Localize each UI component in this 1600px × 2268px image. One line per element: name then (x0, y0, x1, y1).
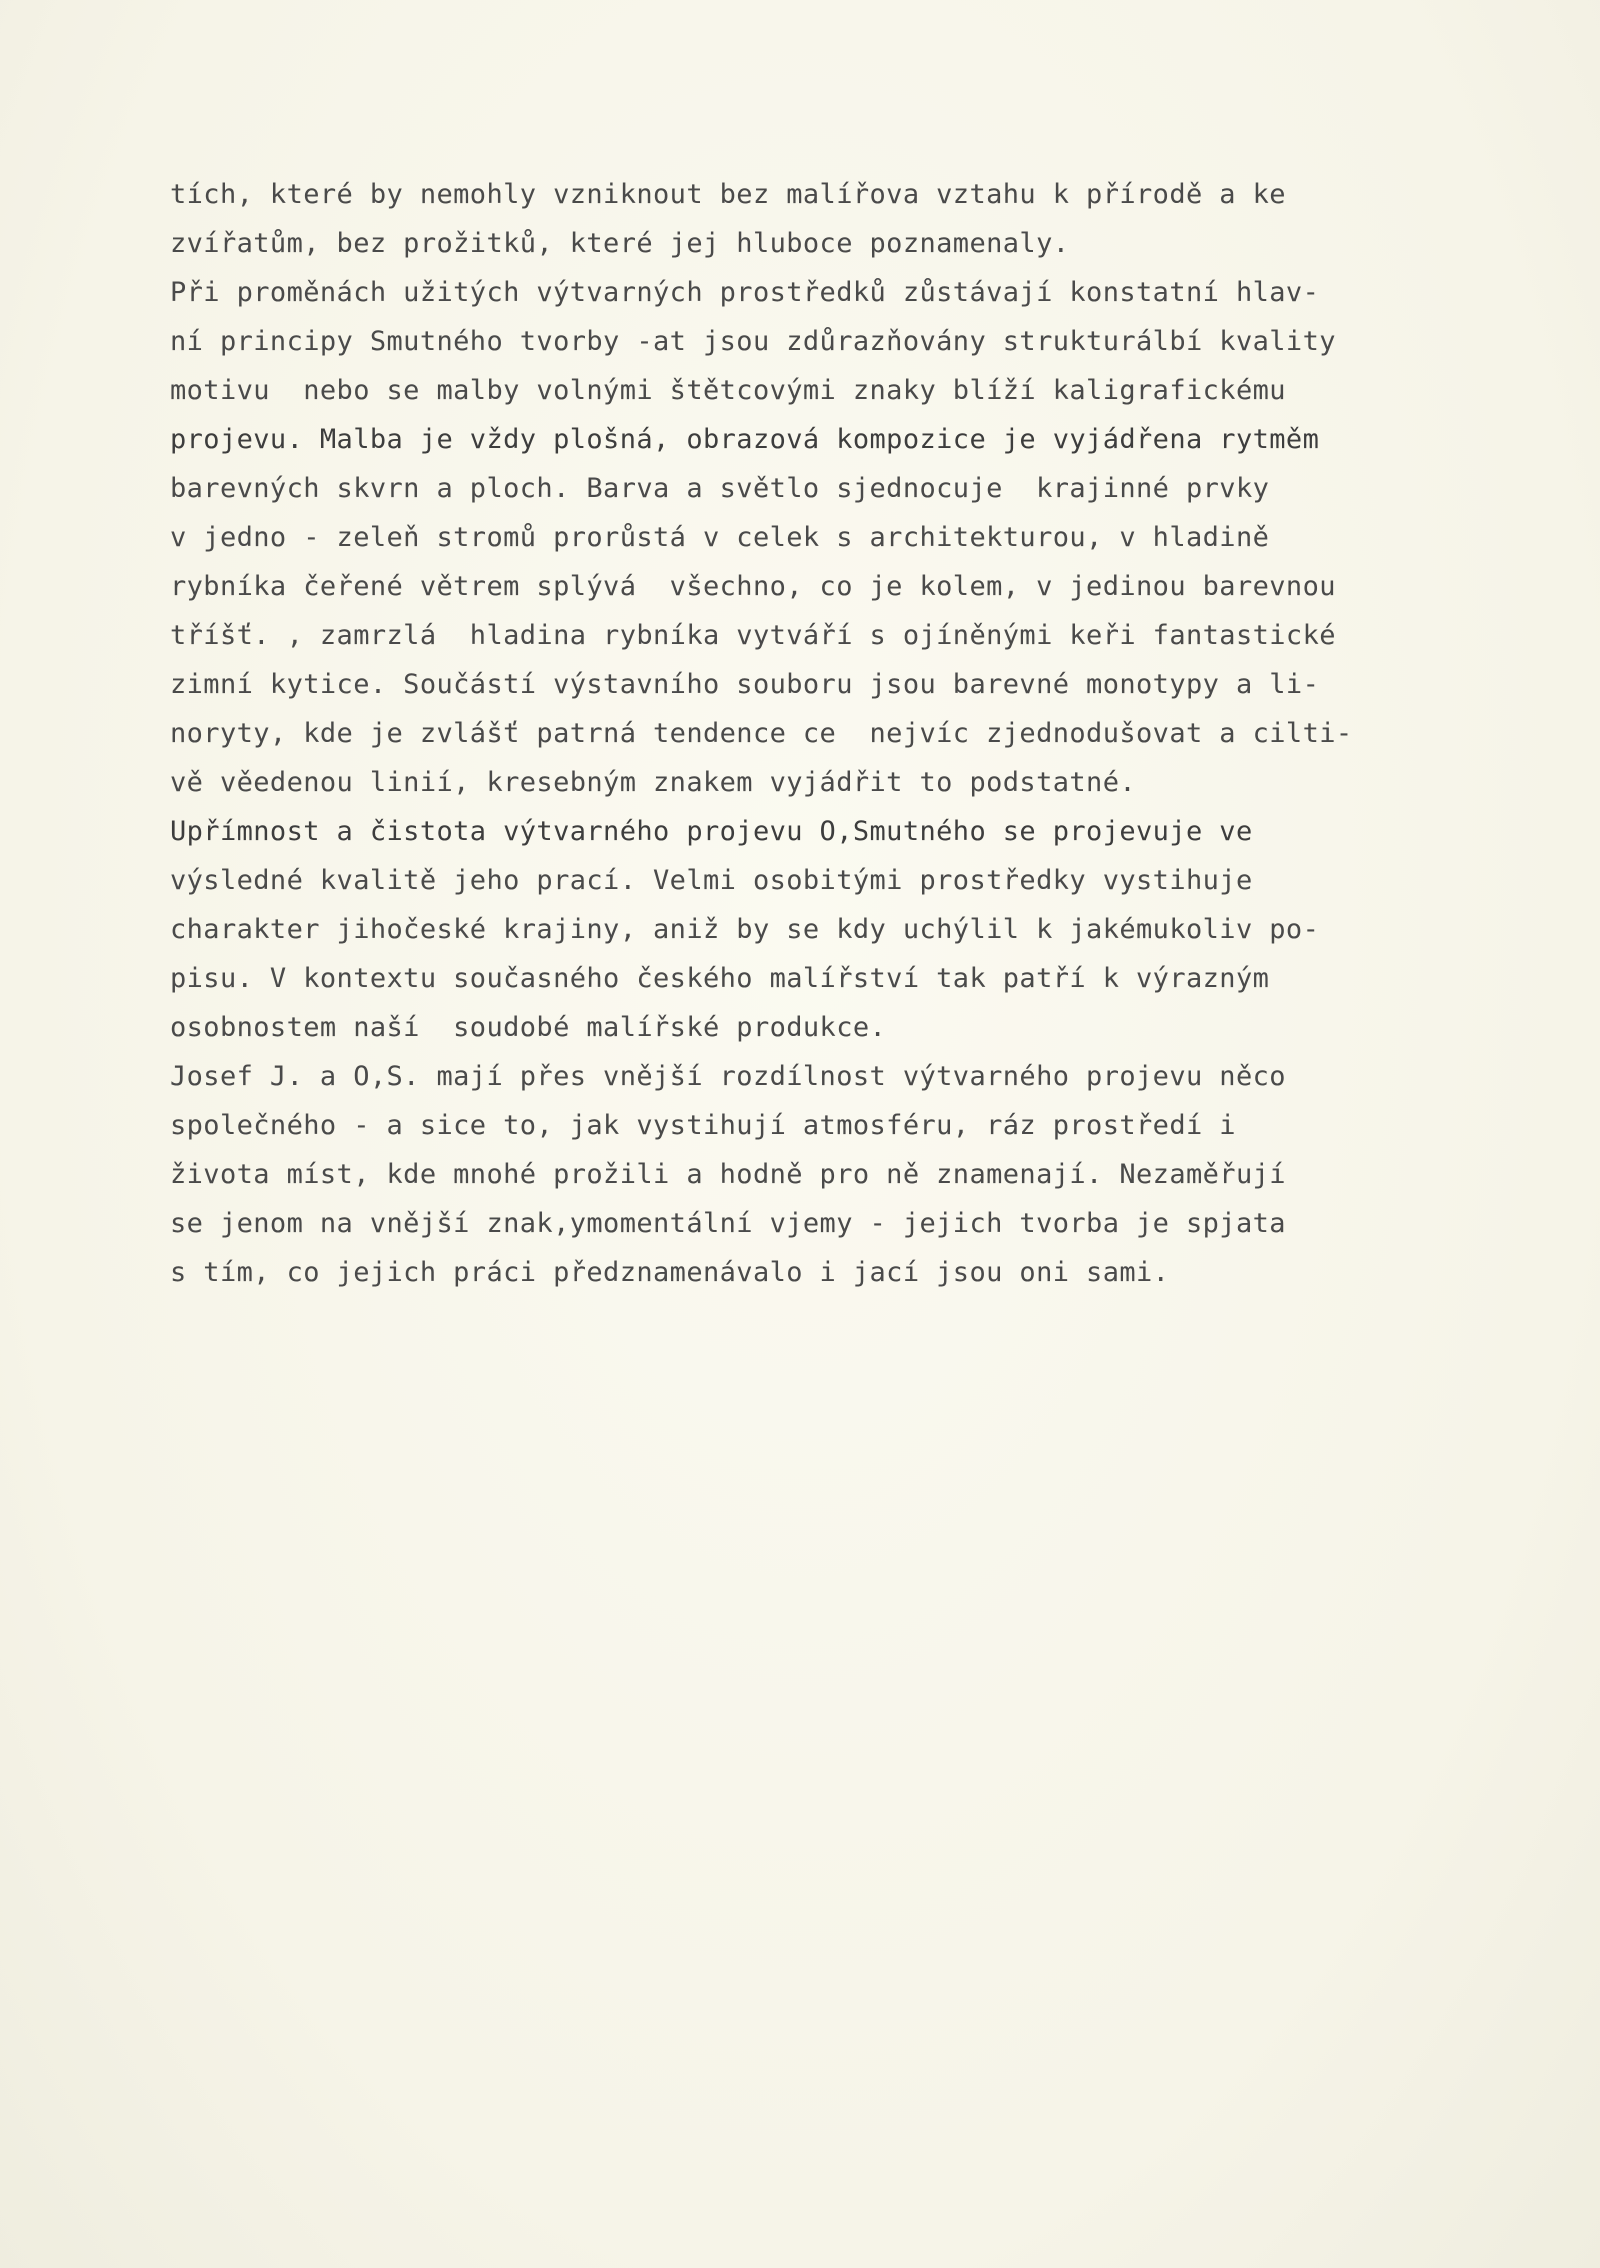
text-line: projevu. Malba je vždy plošná, obrazová kompozice je vyjádřena rytměm (170, 424, 1320, 455)
text-line: Josef J. a O,S. mají přes vnější rozdílnost výtvarného projevu něco (170, 1061, 1286, 1092)
text-line: v jedno - zeleň stromů prorůstá v celek s architekturou, v hladině (170, 522, 1270, 553)
text-line: tích, které by nemohly vzniknout bez malířova vztahu k přírodě a ke (170, 179, 1286, 210)
text-line: noryty, kde je zvlášť patrná tendence ce nejvíc zjednodušovat a cilti- (170, 718, 1353, 749)
text-line: osobnostem naší soudobé malířské produkce. (170, 1012, 887, 1043)
text-line: motivu nebo se malby volnými štětcovými znaky blíží kaligrafickému (170, 375, 1286, 406)
text-line: se jenom na vnější znak,ymomentální vjemy - jejich tvorba je spjata (170, 1208, 1286, 1239)
typescript-text-block (170, 170, 1590, 1297)
text-line: barevných skvrn a ploch. Barva a světlo sjednocuje krajinné prvky (170, 473, 1270, 504)
text-line: charakter jihočeské krajiny, aniž by se kdy uchýlil k jakémukoliv po- (170, 914, 1320, 945)
text-line: Upřímnost a čistota výtvarného projevu O,Smutného se projevuje ve (170, 816, 1253, 847)
text-line: společného - a sice to, jak vystihují atmosféru, ráz prostředí i (170, 1110, 1236, 1141)
text-line: s tím, co jejich práci předznamenávalo i jací jsou oni sami. (170, 1257, 1170, 1288)
text-line: zimní kytice. Součástí výstavního souboru jsou barevné monotypy a li- (170, 669, 1320, 700)
text-line: života míst, kde mnohé prožili a hodně pro ně znamenají. Nezaměřují (170, 1159, 1286, 1190)
text-line: Při proměnách užitých výtvarných prostředků zůstávají konstatní hlav- (170, 277, 1320, 308)
text-line: vě věedenou linií, kresebným znakem vyjádřit to podstatné. (170, 767, 1137, 798)
text-line: rybníka čeřené větrem splývá všechno, co je kolem, v jedinou barevnou (170, 571, 1336, 602)
text-line: pisu. V kontextu současného českého malířství tak patří k výrazným (170, 963, 1270, 994)
text-line: ní principy Smutného tvorby -at jsou zdůrazňovány strukturálbí kvality (170, 326, 1336, 357)
text-line: zvířatům, bez prožitků, které jej hluboce poznamenaly. (170, 228, 1070, 259)
text-line: výsledné kvalitě jeho prací. Velmi osobitými prostředky vystihuje (170, 865, 1253, 896)
text-line: tříšť. , zamrzlá hladina rybníka vytváří s ojíněnými keři fantastické (170, 620, 1336, 651)
